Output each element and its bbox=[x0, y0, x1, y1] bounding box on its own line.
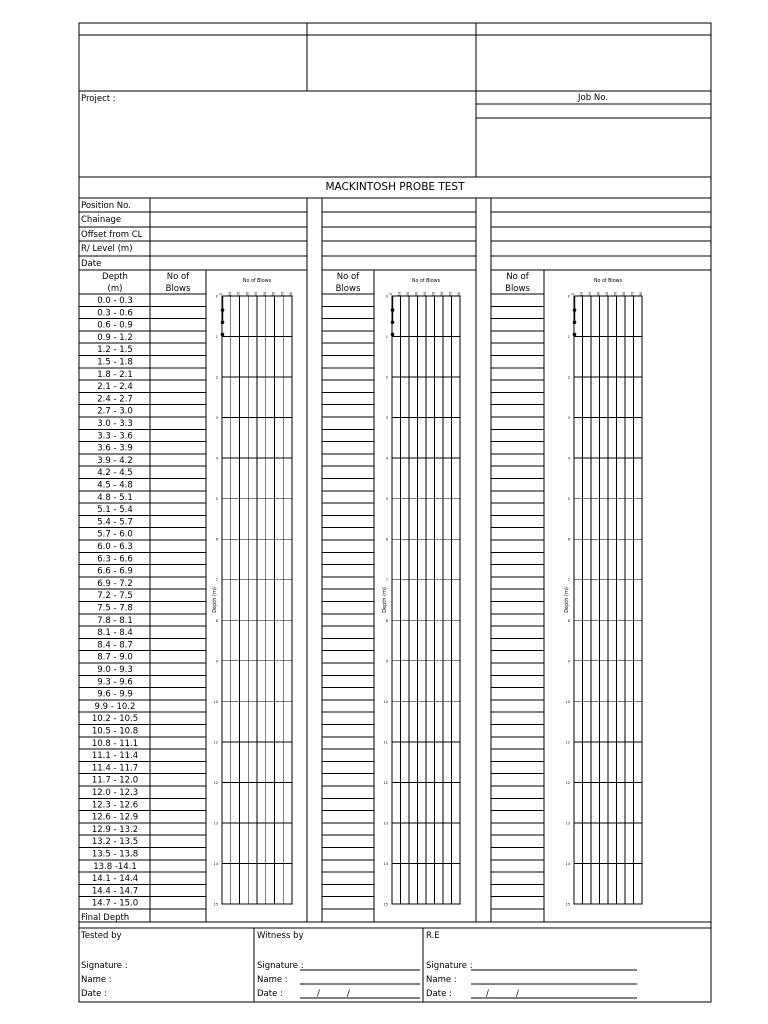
depth-interval: 8.1 - 8.4 bbox=[97, 628, 133, 639]
y-tick-label: 11 bbox=[213, 740, 218, 745]
y-tick-label: 0 bbox=[215, 294, 218, 299]
depth-interval: 13.5 - 13.8 bbox=[91, 849, 139, 860]
x-tick-label: 30 bbox=[414, 291, 419, 297]
date-separator: / bbox=[347, 989, 350, 999]
x-tick-label: 30 bbox=[245, 291, 250, 297]
position-row-label: Chainage bbox=[81, 215, 122, 225]
depth-interval: 6.9 - 7.2 bbox=[97, 578, 133, 589]
depth-interval: 10.5 - 10.8 bbox=[91, 726, 139, 737]
depth-interval: 9.3 - 9.6 bbox=[97, 677, 133, 688]
y-tick-label: 6 bbox=[385, 537, 388, 542]
y-tick-label: 1 bbox=[567, 335, 570, 340]
x-tick-label: 70 bbox=[448, 291, 453, 297]
x-tick-label: 40 bbox=[423, 291, 427, 297]
depth-interval: 1.8 - 2.1 bbox=[97, 369, 133, 380]
y-tick-label: 10 bbox=[383, 699, 388, 704]
chart-title: No of Blows bbox=[242, 279, 272, 284]
depth-interval: 11.1 - 11.4 bbox=[91, 751, 139, 762]
depth-interval: 7.2 - 7.5 bbox=[97, 591, 133, 602]
y-tick-label: 3 bbox=[567, 416, 570, 421]
depth-interval: 9.9 - 10.2 bbox=[94, 701, 136, 712]
y-tick-label: 5 bbox=[567, 497, 570, 502]
depth-interval: 12.0 - 12.3 bbox=[91, 788, 139, 798]
job-no-label: Job No. bbox=[578, 93, 608, 103]
date-separator: / bbox=[486, 989, 489, 999]
x-tick-label: 10 bbox=[227, 291, 232, 297]
depth-interval: 6.3 - 6.6 bbox=[97, 554, 133, 565]
depth-interval: 5.4 - 5.7 bbox=[97, 517, 133, 528]
y-tick-label: 12 bbox=[213, 780, 218, 785]
name-label: Name : bbox=[81, 975, 112, 985]
footer-role-label: R.E bbox=[426, 931, 440, 941]
x-tick-label: 40 bbox=[254, 291, 258, 297]
depth-interval: 6.0 - 6.3 bbox=[97, 542, 133, 552]
position-row-label: Offset from CL bbox=[81, 230, 143, 240]
blows-header: No of bbox=[506, 272, 529, 282]
y-tick-label: 7 bbox=[385, 578, 388, 583]
y-tick-label: 10 bbox=[213, 699, 218, 704]
y-tick-label: 7 bbox=[567, 578, 570, 583]
data-point bbox=[391, 333, 395, 337]
position-row-label: Position No. bbox=[81, 201, 131, 211]
chart-ylabel: Depth (m) bbox=[564, 587, 570, 613]
x-tick-label: 40 bbox=[605, 291, 609, 297]
depth-unit: (m) bbox=[107, 284, 123, 294]
x-tick-label: 70 bbox=[630, 291, 635, 297]
depth-interval: 13.2 - 13.5 bbox=[91, 837, 139, 848]
signature-label: Signature : bbox=[257, 961, 304, 971]
x-tick-label: 80 bbox=[457, 291, 461, 297]
chart-ylabel: Depth (m) bbox=[382, 587, 388, 613]
depth-interval: 12.6 - 12.9 bbox=[91, 812, 139, 823]
y-tick-label: 12 bbox=[565, 780, 570, 785]
date-label: Date : bbox=[426, 989, 452, 999]
footer-role-label: Tested by bbox=[81, 931, 122, 941]
depth-interval: 10.2 - 10.5 bbox=[91, 714, 139, 725]
blows-chart bbox=[564, 278, 643, 907]
depth-interval: 9.0 - 9.3 bbox=[97, 665, 133, 675]
date-label: Date : bbox=[257, 989, 283, 999]
y-tick-label: 14 bbox=[213, 861, 218, 866]
depth-interval: 9.6 - 9.9 bbox=[97, 689, 133, 700]
blows-chart bbox=[212, 278, 293, 907]
depth-interval: 8.7 - 9.0 bbox=[97, 652, 133, 663]
depth-interval: 14.4 - 14.7 bbox=[91, 886, 139, 897]
signature-label: Signature : bbox=[81, 961, 128, 971]
signature-label: Signature : bbox=[426, 961, 473, 971]
x-tick-label: 20 bbox=[236, 291, 241, 297]
y-tick-label: 5 bbox=[385, 497, 388, 502]
y-tick-label: 14 bbox=[565, 861, 570, 866]
y-tick-label: 13 bbox=[383, 821, 388, 826]
y-tick-label: 11 bbox=[383, 740, 388, 745]
y-tick-label: 15 bbox=[213, 902, 218, 907]
data-point bbox=[221, 333, 225, 337]
depth-interval: 3.0 - 3.3 bbox=[97, 419, 133, 429]
chart-ylabel: Depth (m) bbox=[212, 587, 218, 613]
x-tick-label: 60 bbox=[271, 291, 276, 297]
y-tick-label: 15 bbox=[565, 902, 570, 907]
x-tick-label: 80 bbox=[639, 291, 643, 297]
y-tick-label: 15 bbox=[383, 902, 388, 907]
y-tick-label: 14 bbox=[383, 861, 388, 866]
depth-interval: 4.2 - 4.5 bbox=[97, 468, 133, 479]
x-tick-label: 30 bbox=[596, 291, 601, 297]
date-separator: / bbox=[516, 989, 519, 999]
depth-interval: 2.4 - 2.7 bbox=[97, 394, 133, 405]
y-tick-label: 9 bbox=[385, 659, 388, 664]
final-depth-label: Final Depth bbox=[81, 913, 130, 923]
date-label: Date : bbox=[81, 989, 107, 999]
y-tick-label: 4 bbox=[567, 456, 570, 461]
depth-interval: 6.6 - 6.9 bbox=[97, 566, 133, 577]
y-tick-label: 1 bbox=[385, 335, 388, 340]
depth-interval: 7.5 - 7.8 bbox=[97, 603, 133, 614]
y-tick-label: 6 bbox=[567, 537, 570, 542]
x-tick-label: 0 bbox=[571, 292, 575, 296]
depth-interval: 0.6 - 0.9 bbox=[97, 320, 133, 331]
x-tick-label: 50 bbox=[613, 291, 618, 297]
blows-header: No of bbox=[336, 272, 360, 282]
depth-interval: 8.4 - 8.7 bbox=[97, 640, 133, 651]
project-label: Project : bbox=[81, 94, 116, 104]
y-tick-label: 9 bbox=[567, 659, 570, 664]
y-tick-label: 3 bbox=[385, 416, 388, 421]
name-label: Name : bbox=[426, 975, 457, 985]
chart-title: No of Blows bbox=[411, 279, 441, 284]
x-tick-label: 70 bbox=[280, 291, 285, 297]
chart-title: No of Blows bbox=[593, 279, 623, 284]
x-tick-label: 20 bbox=[406, 291, 410, 297]
depth-interval: 13.8 -14.1 bbox=[93, 861, 137, 872]
form-title: MACKINTOSH PROBE TEST bbox=[325, 181, 465, 193]
x-tick-label: 10 bbox=[397, 291, 402, 297]
position-row-label: R/ Level (m) bbox=[81, 244, 133, 254]
depth-interval: 14.1 - 14.4 bbox=[91, 874, 139, 885]
data-point bbox=[573, 333, 577, 337]
y-tick-label: 7 bbox=[215, 578, 218, 583]
y-tick-label: 2 bbox=[385, 375, 388, 380]
depth-interval: 12.3 - 12.6 bbox=[91, 800, 139, 811]
x-tick-label: 60 bbox=[622, 291, 626, 297]
y-tick-label: 1 bbox=[215, 335, 218, 340]
depth-interval: 2.7 - 3.0 bbox=[97, 406, 133, 417]
y-tick-label: 6 bbox=[215, 537, 218, 542]
depth-interval: 4.8 - 5.1 bbox=[97, 492, 133, 503]
y-tick-label: 4 bbox=[385, 456, 388, 461]
x-tick-label: 10 bbox=[579, 291, 584, 297]
y-tick-label: 8 bbox=[215, 618, 218, 623]
x-tick-label: 50 bbox=[431, 291, 436, 297]
date-separator: / bbox=[317, 989, 320, 999]
depth-interval: 4.5 - 4.8 bbox=[97, 480, 133, 491]
depth-interval: 7.8 - 8.1 bbox=[97, 615, 133, 626]
depth-interval: 0.0 - 0.3 bbox=[97, 296, 133, 306]
x-tick-label: 0 bbox=[219, 292, 223, 296]
y-tick-label: 2 bbox=[567, 375, 570, 380]
x-tick-label: 0 bbox=[389, 292, 393, 296]
depth-interval: 3.6 - 3.9 bbox=[97, 443, 133, 454]
depth-interval: 5.7 - 6.0 bbox=[97, 529, 133, 540]
y-tick-label: 8 bbox=[385, 618, 388, 623]
depth-interval: 11.7 - 12.0 bbox=[91, 775, 139, 786]
y-tick-label: 8 bbox=[567, 618, 570, 623]
depth-interval: 2.1 - 2.4 bbox=[97, 382, 133, 393]
blows-header: Blows bbox=[335, 284, 361, 294]
y-tick-label: 4 bbox=[215, 456, 218, 461]
y-tick-label: 3 bbox=[215, 416, 218, 421]
depth-interval: 3.3 - 3.6 bbox=[97, 431, 133, 442]
depth-interval: 10.8 - 11.1 bbox=[91, 738, 139, 749]
y-tick-label: 5 bbox=[215, 497, 218, 502]
y-tick-label: 13 bbox=[565, 821, 570, 826]
depth-interval: 14.7 - 15.0 bbox=[91, 898, 139, 909]
depth-interval: 1.5 - 1.8 bbox=[97, 357, 133, 368]
footer-role-label: Witness by bbox=[257, 931, 304, 941]
depth-interval: 0.3 - 0.6 bbox=[97, 308, 133, 319]
y-tick-label: 13 bbox=[213, 821, 218, 826]
y-tick-label: 0 bbox=[567, 294, 570, 299]
x-tick-label: 60 bbox=[440, 291, 444, 297]
blows-header: No of bbox=[166, 272, 190, 282]
blows-chart bbox=[382, 278, 461, 907]
y-tick-label: 0 bbox=[385, 294, 388, 299]
y-tick-label: 10 bbox=[565, 699, 570, 704]
depth-interval: 11.4 - 11.7 bbox=[91, 763, 139, 774]
y-tick-label: 11 bbox=[565, 740, 570, 745]
x-tick-label: 20 bbox=[588, 291, 592, 297]
blows-header: Blows bbox=[505, 284, 530, 294]
depth-interval: 1.2 - 1.5 bbox=[97, 345, 133, 356]
depth-header: Depth bbox=[102, 272, 128, 282]
y-tick-label: 9 bbox=[215, 659, 218, 664]
x-tick-label: 50 bbox=[262, 291, 267, 297]
y-tick-label: 2 bbox=[215, 375, 218, 380]
depth-interval: 0.9 - 1.2 bbox=[97, 332, 133, 343]
x-tick-label: 80 bbox=[289, 291, 293, 297]
blows-header: Blows bbox=[165, 284, 191, 294]
depth-interval: 5.1 - 5.4 bbox=[97, 505, 133, 516]
name-label: Name : bbox=[257, 975, 288, 985]
depth-interval: 12.9 - 13.2 bbox=[91, 824, 139, 835]
position-row-label: Date bbox=[81, 259, 102, 269]
y-tick-label: 12 bbox=[383, 780, 388, 785]
depth-interval: 3.9 - 4.2 bbox=[97, 455, 133, 466]
